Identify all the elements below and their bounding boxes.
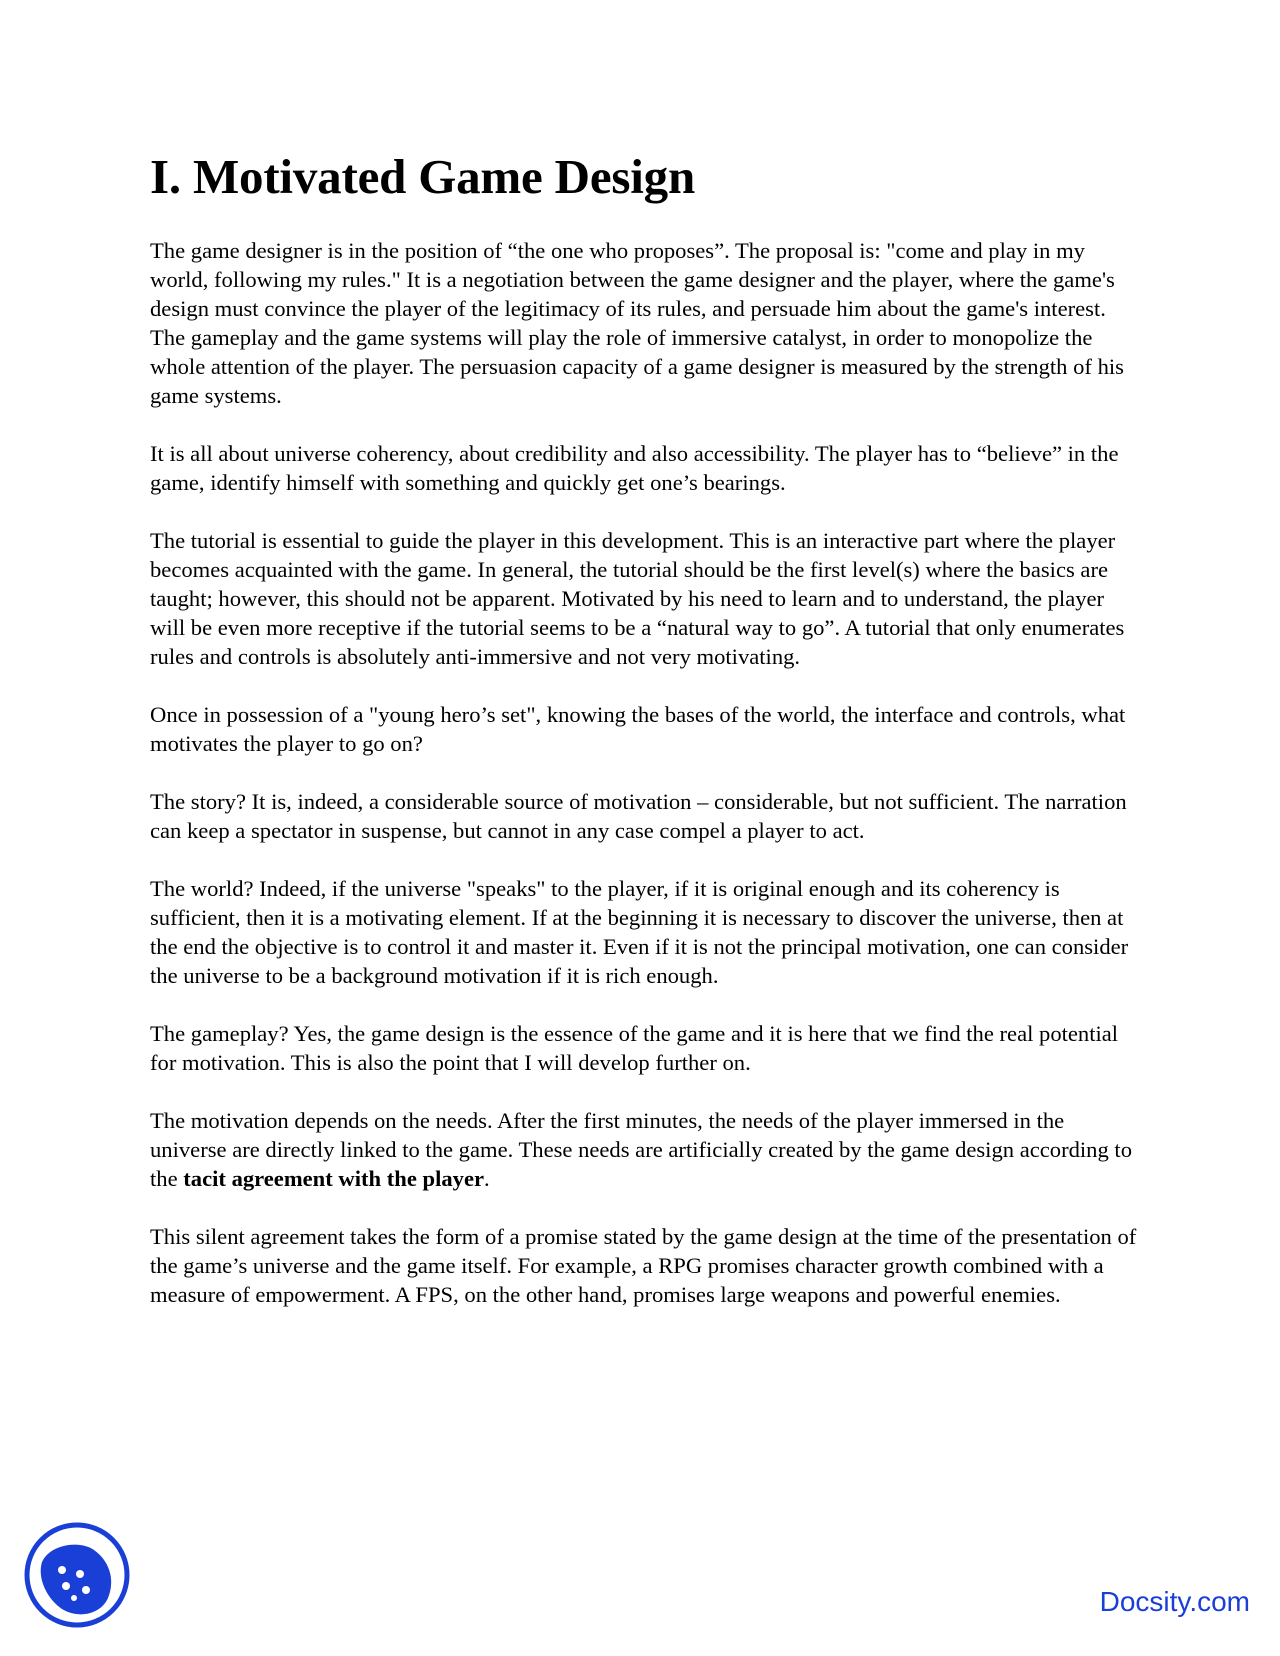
paragraph-8-text: The motivation depends on the needs. After the first minutes, the needs of the player immersed in the universe are directly linked to the game. These needs are artificially created by the game design according to the [150,1107,1133,1191]
paragraph-3: The tutorial is essential to guide the player in this development. This is an interactive part where the player becomes acquainted with the game. In general, the tutorial should be the first level(s) where the basics are taught; however, this should not be apparent. Motivated by his need to learn and to understand, the player will be even more receptive if the tutorial seems to be a “natural way to go”. A tutorial that only enumerates rules and controls is absolutely anti-immersive and not very motivating. [150,527,1125,669]
paragraph-6: The world? Indeed, if the universe "speaks" to the player, if it is original enough and its coherency is sufficient, then it is a motivating element. If at the beginning it is necessary to discover the universe, then at the end the objective is to control it and master it. Even if it is not the principal motivation, one can consider the universe to be a background motivation if it is rich enough. [150,875,1129,988]
paragraph-7: The gameplay? Yes, the game design is the essence of the game and it is here that we find the real potential for motivation. This is also the point that I will develop further on. [150,1020,1119,1075]
page-title: I. Motivated Game Design [150,149,696,204]
paragraph-4: Once in possession of a "young hero’s set", knowing the bases of the world, the interface and controls, what motivates the player to go on? [150,701,1126,756]
paragraph-8-end: . [484,1165,490,1191]
page-content [150,150,1140,1338]
paragraph-2: It is all about universe coherency, about credibility and also accessibility. The player has to “believe” in the game, identify himself with something and quickly get one’s bearings. [150,440,1119,495]
paragraph-5: The story? It is, indeed, a considerable source of motivation – considerable, but not sufficient. The narration can keep a spectator in suspense, but cannot in any case compel a player to act. [150,788,1127,843]
emphasis-tacit-agreement: tacit agreement with the player [183,1165,485,1191]
paragraph-9: This silent agreement takes the form of a promise stated by the game design at the time of the presentation of the game’s universe and the game itself. For example, a RPG promises character growth combined with a measure of empowerment. A FPS, on the other hand, promises large weapons and powerful enemies. [150,1223,1137,1307]
paragraph-8 [150,1106,1140,1193]
docsity-brand-link[interactable]: Docsity.com [1099,1586,1250,1617]
docsity-logo-icon[interactable] [22,1520,132,1630]
paragraph-1: The game designer is in the position of “the one who proposes”. The proposal is: "come and play in my world, following my rules." It is a negotiation between the game designer and the player, where the game's design must convince the player of the legitimacy of its rules, and persuade him about the game's interest. The gameplay and the game systems will play the role of immersive catalyst, in order to monopolize the whole attention of the player. The persuasion capacity of a game designer is measured by the strength of his game systems. [150,237,1124,408]
